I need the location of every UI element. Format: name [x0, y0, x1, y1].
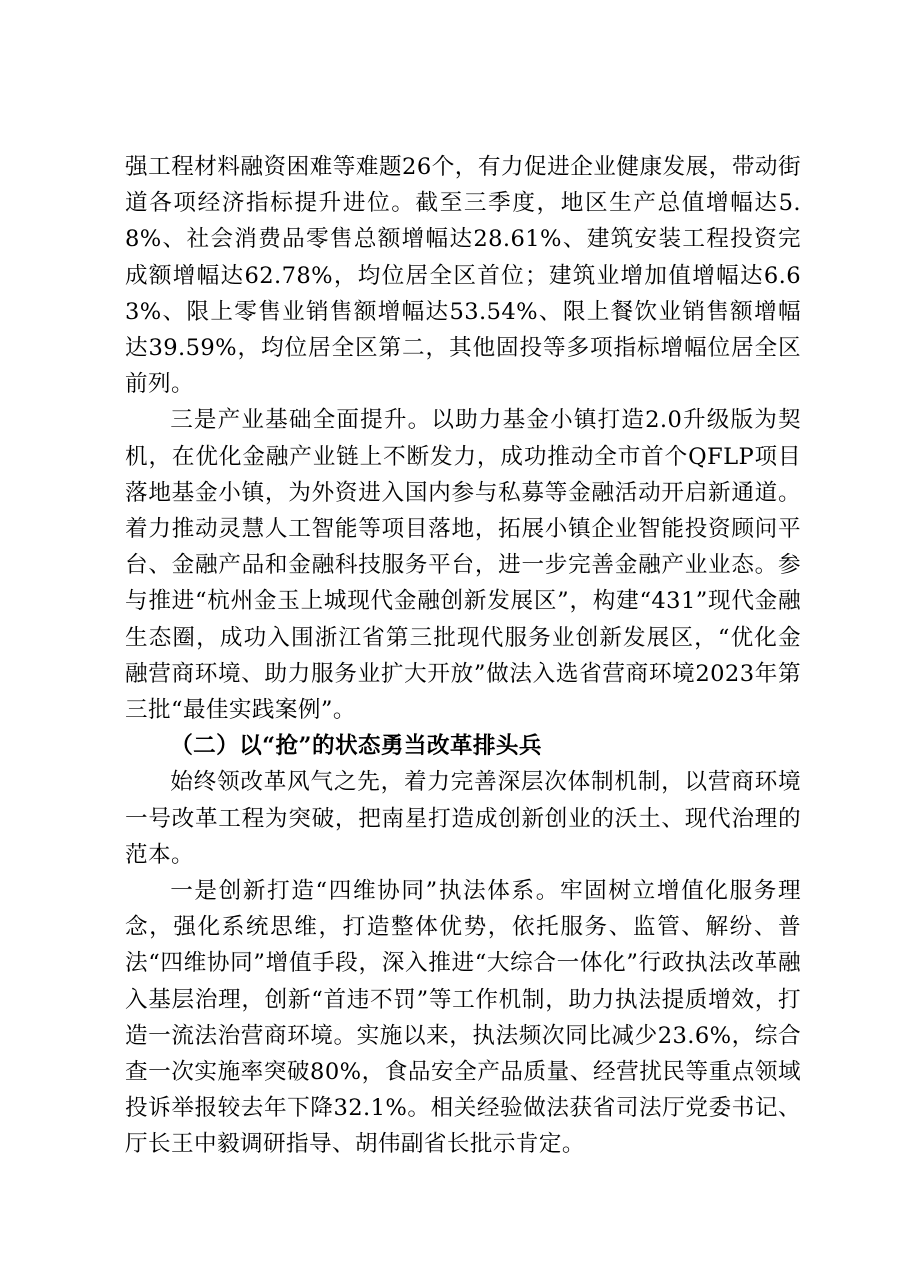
paragraph-industry-foundation: 三是产业基础全面提升。以助力基金小镇打造2.0升级版为契机，在优化金融产业链上不断发力，成功推动全市首个QFLP项目落地基金小镇，为外资进入国内参与私募等金融活动开启新通道。着力推动灵慧人工智能等项目落地，拓展小镇企业智能投资顾问平台、金融产品和金融科技服务平台，进一步完善金融产业业态。参与推进“杭州金玉上城现代金融创新发展区”，构建“431”现代金融生态圈，成功入围浙江省第三批现代服务业创新发展区，“优化金融营商环境、助力服务业扩大开放”做法入选省营商环境2023年第三批“最佳实践案例”。: [125, 407, 801, 724]
paragraph-law-enforcement: 一是创新打造“四维协同”执法体系。牢固树立增值化服务理念，强化系统思维，打造整体优势，依托服务、监管、解纷、普法“四维协同”增值手段，深入推进“大综合一体化”行政执法改革融入基层治理，创新“首违不罚”等工作机制，助力执法提质增效，打造一流法治营商环境。实施以来，执法频次同比减少23.6%，综合查一次实施率突破80%，食品安全产品质量、经营扰民等重点领域投诉举报较去年下降32.1%。相关经验做法获省司法厅党委书记、厅长王中毅调研指导、胡伟副省长批示肯定。: [125, 878, 801, 1158]
paragraph-economic-indicators: 强工程材料融资困难等难题26个，有力促进企业健康发展，带动街道各项经济指标提升进位。截至三季度，地区生产总值增幅达5.8%、社会消费品零售总额增幅达28.61%、建筑安装工程投资完成额增幅达62.78%，均位居全区首位；建筑业增加值增幅达6.63%、限上零售业销售额增幅达53.54%、限上餐饮业销售额增幅达39.59%，均位居全区第二，其他固投等多项指标增幅位居全区前列。: [125, 154, 801, 398]
section-heading: （二）以“抢”的状态勇当改革排头兵: [170, 733, 542, 760]
document-body: [125, 149, 801, 1163]
paragraph-reform-intro: 始终领改革风气之先，着力完善深层次体制机制，以营商环境一号改革工程为突破，把南星打造成创新创业的沃土、现代治理的范本。: [125, 769, 801, 868]
